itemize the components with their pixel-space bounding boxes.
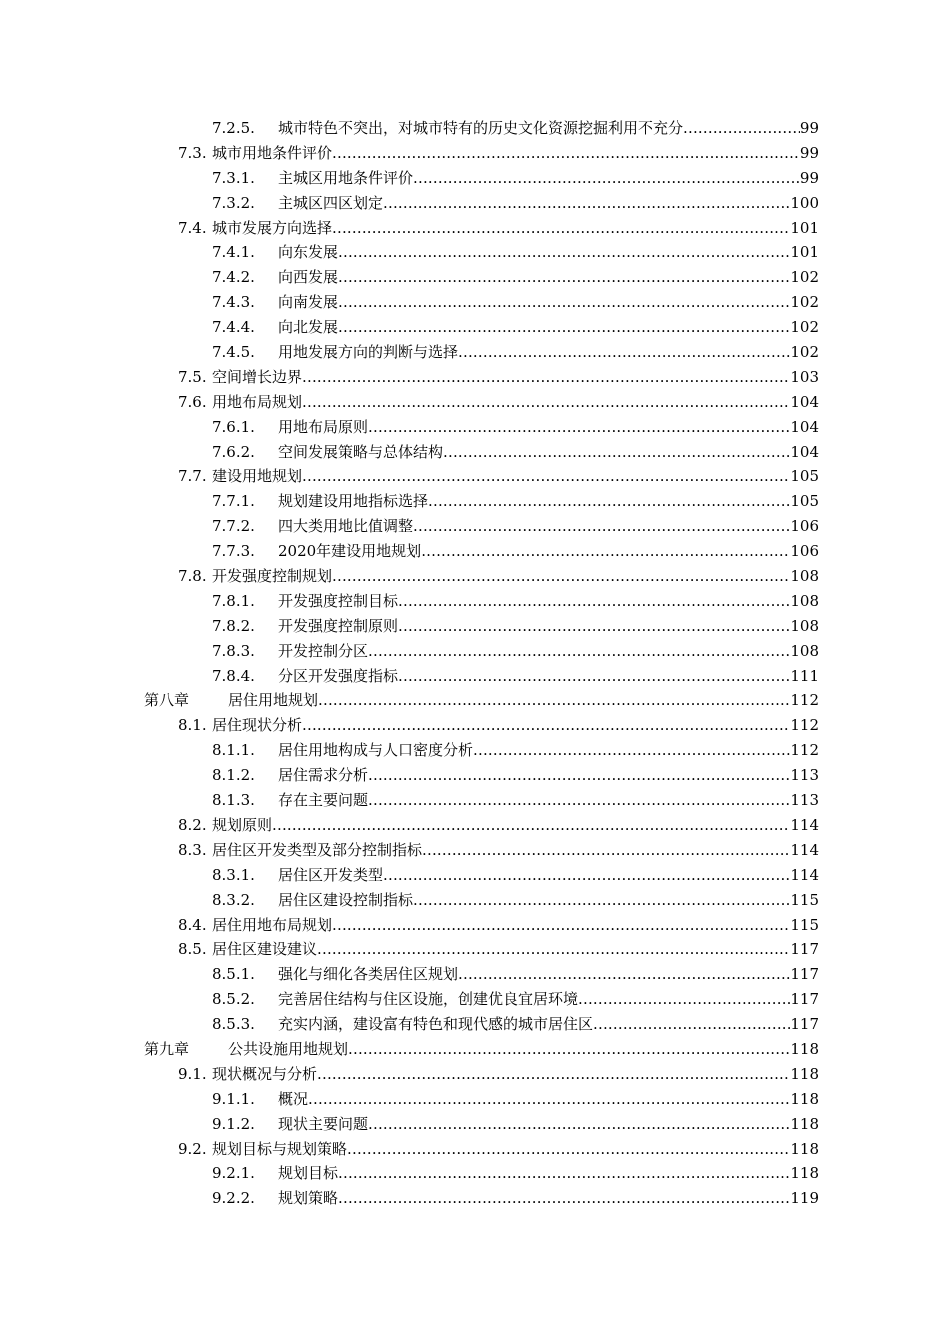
dot-leader <box>458 962 790 987</box>
dot-leader <box>338 1186 790 1211</box>
toc-entry-title: 分区开发强度指标 <box>278 666 399 685</box>
toc-entry-page-number: 118 <box>790 1064 819 1083</box>
toc-entry-line <box>278 240 819 265</box>
toc-entry-line <box>278 1161 819 1186</box>
toc-entry-line <box>278 763 819 788</box>
toc-entry[interactable] <box>0 838 950 863</box>
toc-entry[interactable] <box>0 166 950 191</box>
toc-entry[interactable] <box>0 813 950 838</box>
toc-entry[interactable] <box>0 863 950 888</box>
toc-entry[interactable] <box>0 514 950 539</box>
toc-entry[interactable] <box>0 564 950 589</box>
toc-entry-title: 居住用地规划 <box>228 691 319 710</box>
toc-entry[interactable] <box>0 688 950 713</box>
toc-entry-page-number: 118 <box>790 1089 819 1108</box>
dot-leader <box>302 390 790 415</box>
toc-entry-page-number: 113 <box>790 791 819 810</box>
toc-entry-line <box>278 639 819 664</box>
toc-entry[interactable] <box>0 1161 950 1186</box>
toc-entry-number: 9.1.2. <box>212 1114 255 1133</box>
toc-entry-title: 主城区四区划定 <box>278 193 384 212</box>
toc-entry-line <box>278 987 819 1012</box>
toc-entry-line <box>278 415 819 440</box>
toc-entry-title: 城市发展方向选择 <box>212 218 333 237</box>
dot-leader <box>332 913 790 938</box>
toc-entry-number: 8.5.1. <box>212 965 255 984</box>
toc-entry-number: 8.1.3. <box>212 791 255 810</box>
toc-entry-number: 7.4.2. <box>212 268 255 287</box>
dot-leader <box>318 688 790 713</box>
toc-entry[interactable] <box>0 464 950 489</box>
toc-entry-line <box>212 464 819 489</box>
toc-entry-title: 城市特色不突出，对城市特有的历史文化资源挖掘利用不充分 <box>278 119 684 137</box>
toc-entry-line <box>212 1137 819 1162</box>
toc-entry-title: 用地布局原则 <box>278 417 369 436</box>
toc-entry[interactable] <box>0 539 950 564</box>
dot-leader <box>683 116 800 141</box>
toc-entry-page-number: 104 <box>790 417 819 436</box>
dot-leader <box>368 1112 790 1137</box>
toc-entry-page-number: 101 <box>790 218 819 237</box>
toc-entry-page-number: 114 <box>790 815 819 834</box>
toc-entry-number: 8.3.1. <box>212 865 255 884</box>
toc-entry-title: 空间发展策略与总体结构 <box>278 442 444 461</box>
toc-entry[interactable] <box>0 290 950 315</box>
toc-entry-line <box>278 1012 819 1037</box>
toc-entry[interactable] <box>0 1137 950 1162</box>
toc-entry-page-number: 118 <box>790 1039 819 1058</box>
toc-entry-title: 用地布局规划 <box>212 392 303 411</box>
toc-entry-line <box>278 290 819 315</box>
dot-leader <box>338 290 790 315</box>
dot-leader <box>317 1062 790 1087</box>
dot-leader <box>368 788 790 813</box>
toc-entry-number: 第八章 <box>144 691 190 710</box>
toc-entry-number: 7.7.2. <box>212 517 255 536</box>
toc-entry[interactable] <box>0 763 950 788</box>
toc-entry-number: 8.1.1. <box>212 741 255 760</box>
toc-entry[interactable] <box>0 937 950 962</box>
toc-entry-title: 规划目标与规划策略 <box>212 1139 348 1158</box>
dot-leader <box>338 315 790 340</box>
toc-entry-title: 居住用地布局规划 <box>212 915 333 934</box>
toc-entry-line <box>212 913 819 938</box>
toc-entry-page-number: 114 <box>790 840 819 859</box>
toc-entry-line <box>278 340 819 365</box>
toc-entry-title: 居住区建设控制指标 <box>278 890 414 909</box>
dot-leader <box>332 141 800 166</box>
toc-entry-page-number: 113 <box>790 766 819 785</box>
toc-entry-number: 7.7.1. <box>212 492 255 511</box>
toc-entry-title: 向北发展 <box>278 318 339 337</box>
dot-leader <box>302 713 790 738</box>
toc-entry-line <box>212 216 819 241</box>
toc-entry-title: 概况 <box>278 1089 309 1108</box>
toc-entry-page-number: 102 <box>790 268 819 287</box>
toc-entry-title: 居住区开发类型及部分控制指标 <box>212 840 423 859</box>
toc-entry[interactable] <box>0 489 950 514</box>
toc-entry-number: 8.5.2. <box>212 990 255 1009</box>
toc-entry-number: 7.4.3. <box>212 293 255 312</box>
toc-entry-title: 开发控制分区 <box>278 641 369 660</box>
toc-entry-line <box>278 962 819 987</box>
dot-leader <box>368 415 790 440</box>
dot-leader <box>578 987 790 1012</box>
toc-entry-title: 规划建设用地指标选择 <box>278 492 429 511</box>
toc-entry-line <box>212 141 819 166</box>
dot-leader <box>348 1037 790 1062</box>
toc-entry-title: 建设用地规划 <box>212 467 303 486</box>
toc-entry[interactable] <box>0 788 950 813</box>
toc-entry-title: 公共设施用地规划 <box>228 1039 349 1058</box>
toc-entry-title: 开发强度控制规划 <box>212 567 333 586</box>
toc-entry-page-number: 106 <box>790 542 819 561</box>
toc-entry-number: 8.1.2. <box>212 766 255 785</box>
toc-entry-number: 8.2. <box>178 815 207 834</box>
toc-entry[interactable] <box>0 913 950 938</box>
toc-entry[interactable] <box>0 315 950 340</box>
toc-entry-title: 存在主要问题 <box>278 791 369 810</box>
dot-leader <box>458 340 790 365</box>
toc-entry-page-number: 117 <box>790 940 819 959</box>
dot-leader <box>413 514 790 539</box>
dot-leader <box>302 464 790 489</box>
toc-entry-line <box>278 863 819 888</box>
toc-entry-page-number: 108 <box>790 591 819 610</box>
toc-entry-line <box>212 365 819 390</box>
toc-entry-line <box>278 191 819 216</box>
toc-entry[interactable] <box>0 440 950 465</box>
toc-entry-page-number: 104 <box>790 392 819 411</box>
dot-leader <box>338 265 790 290</box>
toc-entry[interactable] <box>0 589 950 614</box>
toc-entry-number: 9.2.1. <box>212 1164 255 1183</box>
toc-entry-number: 第九章 <box>144 1039 190 1058</box>
toc-entry-line <box>212 390 819 415</box>
dot-leader <box>338 240 790 265</box>
toc-entry[interactable] <box>0 191 950 216</box>
toc-entry-number: 7.5. <box>178 367 207 386</box>
toc-entry-page-number: 108 <box>790 641 819 660</box>
toc-entry-page-number: 108 <box>790 616 819 635</box>
toc-entry-page-number: 99 <box>799 168 819 187</box>
toc-entry[interactable] <box>0 639 950 664</box>
toc-entry-line <box>278 888 819 913</box>
toc-entry-number: 7.7. <box>178 467 207 486</box>
toc-entry-title: 强化与细化各类居住区规划 <box>278 965 459 984</box>
toc-entry-page-number: 102 <box>790 293 819 312</box>
toc-entry-line <box>278 166 819 191</box>
toc-entry-page-number: 105 <box>790 492 819 511</box>
toc-entry-title: 完善居住结构与住区设施，创建优良宜居环境 <box>278 990 579 1009</box>
dot-leader <box>421 539 790 564</box>
dot-leader <box>422 838 790 863</box>
toc-entry-title: 规划原则 <box>212 815 273 834</box>
toc-entry-title: 空间增长边界 <box>212 367 303 386</box>
toc-entry-page-number: 118 <box>790 1164 819 1183</box>
dot-leader <box>443 440 790 465</box>
dot-leader <box>332 564 790 589</box>
toc-entry-title: 开发强度控制目标 <box>278 591 399 610</box>
toc-entry-page-number: 99 <box>799 143 819 162</box>
dot-leader <box>347 1137 790 1162</box>
toc-entry-line <box>212 713 819 738</box>
toc-entry-page-number: 102 <box>790 318 819 337</box>
toc-entry[interactable] <box>0 713 950 738</box>
toc-entry-line <box>278 614 819 639</box>
toc-entry-number: 9.2. <box>178 1139 207 1158</box>
toc-entry-number: 8.4. <box>178 915 207 934</box>
dot-leader <box>398 664 790 689</box>
dot-leader <box>593 1012 790 1037</box>
toc-entry[interactable] <box>0 390 950 415</box>
dot-leader <box>413 166 800 191</box>
toc-entry[interactable] <box>0 664 950 689</box>
toc-entry-number: 7.8. <box>178 567 207 586</box>
toc-entry-number: 7.6.2. <box>212 442 255 461</box>
toc-entry-line <box>278 788 819 813</box>
toc-entry-number: 8.1. <box>178 716 207 735</box>
toc-entry[interactable] <box>0 365 950 390</box>
toc-entry-line <box>278 315 819 340</box>
toc-entry-page-number: 117 <box>790 1015 819 1034</box>
dot-leader <box>302 365 790 390</box>
dot-leader <box>338 1161 790 1186</box>
toc-entry-number: 9.1.1. <box>212 1089 255 1108</box>
dot-leader <box>398 589 790 614</box>
toc-entry-title: 居住现状分析 <box>212 716 303 735</box>
dot-leader <box>317 937 790 962</box>
toc-entry-page-number: 112 <box>790 741 819 760</box>
dot-leader <box>383 863 790 888</box>
dot-leader <box>398 614 790 639</box>
toc-entry-title: 主城区用地条件评价 <box>278 168 414 187</box>
toc-entry-page-number: 119 <box>790 1189 819 1208</box>
toc-entry-number: 7.3. <box>178 143 207 162</box>
toc-entry-line <box>278 1087 819 1112</box>
toc-entry[interactable] <box>0 888 950 913</box>
toc-entry[interactable] <box>0 340 950 365</box>
toc-entry-line <box>278 440 819 465</box>
toc-entry-title: 规划策略 <box>278 1189 339 1208</box>
toc-entry-line <box>278 116 819 141</box>
toc-entry-page-number: 112 <box>790 716 819 735</box>
toc-entry-page-number: 111 <box>790 666 819 685</box>
toc-entry-number: 7.6.1. <box>212 417 255 436</box>
toc-entry-line <box>212 838 819 863</box>
toc-entry-number: 7.2.5. <box>212 119 255 137</box>
dot-leader <box>332 216 790 241</box>
toc-entry[interactable] <box>0 1186 950 1211</box>
toc-entry-page-number: 99 <box>799 119 819 137</box>
toc-entry-number: 7.4.1. <box>212 243 255 262</box>
toc-entry-line <box>212 1062 819 1087</box>
toc-entry-title: 规划目标 <box>278 1164 339 1183</box>
dot-leader <box>368 639 790 664</box>
toc-entry-line <box>212 813 819 838</box>
toc-entry[interactable] <box>0 614 950 639</box>
toc-entry-line <box>278 738 819 763</box>
toc-entry-page-number: 118 <box>790 1114 819 1133</box>
toc-entry-line <box>212 937 819 962</box>
toc-entry-page-number: 103 <box>790 367 819 386</box>
toc-entry-title: 居住用地构成与人口密度分析 <box>278 741 474 760</box>
toc-entry-number: 7.8.4. <box>212 666 255 685</box>
toc-entry-title: 向东发展 <box>278 243 339 262</box>
toc-entry-title: 四大类用地比值调整 <box>278 517 414 536</box>
toc-entry-number: 7.8.3. <box>212 641 255 660</box>
toc-entry-number: 7.3.1. <box>212 168 255 187</box>
toc-entry[interactable] <box>0 265 950 290</box>
toc-entry-page-number: 100 <box>790 193 819 212</box>
toc-entry-number: 7.6. <box>178 392 207 411</box>
toc-entry-page-number: 112 <box>790 691 819 710</box>
toc-entry[interactable] <box>0 738 950 763</box>
toc-entry-line <box>278 664 819 689</box>
toc-entry-title: 开发强度控制原则 <box>278 616 399 635</box>
toc-entry-title: 现状主要问题 <box>278 1114 369 1133</box>
toc-entry-line <box>228 688 819 713</box>
toc-entry-page-number: 105 <box>790 467 819 486</box>
toc-entry[interactable] <box>0 415 950 440</box>
toc-entry-line <box>278 1112 819 1137</box>
toc-entry-page-number: 102 <box>790 343 819 362</box>
dot-leader <box>413 888 790 913</box>
toc-entry-title: 向西发展 <box>278 268 339 287</box>
toc-entry-number: 7.7.3. <box>212 542 255 561</box>
toc-entry-line <box>212 564 819 589</box>
toc-entry-number: 8.3. <box>178 840 207 859</box>
dot-leader <box>383 191 790 216</box>
toc-entry-title: 城市用地条件评价 <box>212 143 333 162</box>
toc-entry-number: 8.3.2. <box>212 890 255 909</box>
table-of-contents <box>0 116 950 1211</box>
toc-entry-number: 8.5. <box>178 940 207 959</box>
toc-entry[interactable] <box>0 1012 950 1037</box>
toc-entry[interactable] <box>0 1112 950 1137</box>
toc-entry-title: 居住需求分析 <box>278 766 369 785</box>
toc-entry-title: 用地发展方向的判断与选择 <box>278 343 459 362</box>
toc-entry[interactable] <box>0 1062 950 1087</box>
toc-entry-page-number: 106 <box>790 517 819 536</box>
toc-entry[interactable] <box>0 240 950 265</box>
toc-entry-line <box>278 589 819 614</box>
toc-entry-number: 7.8.1. <box>212 591 255 610</box>
toc-entry-page-number: 118 <box>790 1139 819 1158</box>
toc-entry-title: 充实内涵，建设富有特色和现代感的城市居住区 <box>278 1015 594 1034</box>
toc-entry-page-number: 115 <box>790 890 819 909</box>
toc-entry-line <box>278 1186 819 1211</box>
toc-entry-page-number: 117 <box>790 990 819 1009</box>
toc-entry-title: 2020年建设用地规划 <box>278 542 422 561</box>
dot-leader <box>473 738 790 763</box>
toc-entry-title: 向南发展 <box>278 293 339 312</box>
toc-entry-page-number: 104 <box>790 442 819 461</box>
toc-entry-title: 居住区开发类型 <box>278 865 384 884</box>
toc-entry[interactable] <box>0 116 950 141</box>
dot-leader <box>368 763 790 788</box>
toc-entry-line <box>278 539 819 564</box>
toc-entry-number: 8.5.3. <box>212 1015 255 1034</box>
dot-leader <box>428 489 790 514</box>
toc-entry[interactable] <box>0 987 950 1012</box>
toc-entry-page-number: 115 <box>790 915 819 934</box>
toc-entry[interactable] <box>0 962 950 987</box>
toc-entry-line <box>278 265 819 290</box>
toc-entry-number: 7.8.2. <box>212 616 255 635</box>
toc-entry[interactable] <box>0 1087 950 1112</box>
dot-leader <box>308 1087 790 1112</box>
toc-entry[interactable] <box>0 1037 950 1062</box>
toc-entry-line <box>228 1037 819 1062</box>
toc-entry-line <box>278 514 819 539</box>
toc-entry-line <box>278 489 819 514</box>
toc-entry-page-number: 114 <box>790 865 819 884</box>
toc-entry-number: 9.1. <box>178 1064 207 1083</box>
toc-entry-page-number: 117 <box>790 965 819 984</box>
toc-entry-title: 现状概况与分析 <box>212 1064 318 1083</box>
toc-entry-page-number: 108 <box>790 567 819 586</box>
toc-entry-page-number: 101 <box>790 243 819 262</box>
toc-entry-number: 7.3.2. <box>212 193 255 212</box>
toc-entry-title: 居住区建设建议 <box>212 940 318 959</box>
dot-leader <box>272 813 790 838</box>
toc-entry-number: 7.4.5. <box>212 343 255 362</box>
toc-entry[interactable] <box>0 141 950 166</box>
toc-entry[interactable] <box>0 216 950 241</box>
toc-entry-number: 7.4. <box>178 218 207 237</box>
toc-entry-number: 9.2.2. <box>212 1189 255 1208</box>
toc-entry-number: 7.4.4. <box>212 318 255 337</box>
